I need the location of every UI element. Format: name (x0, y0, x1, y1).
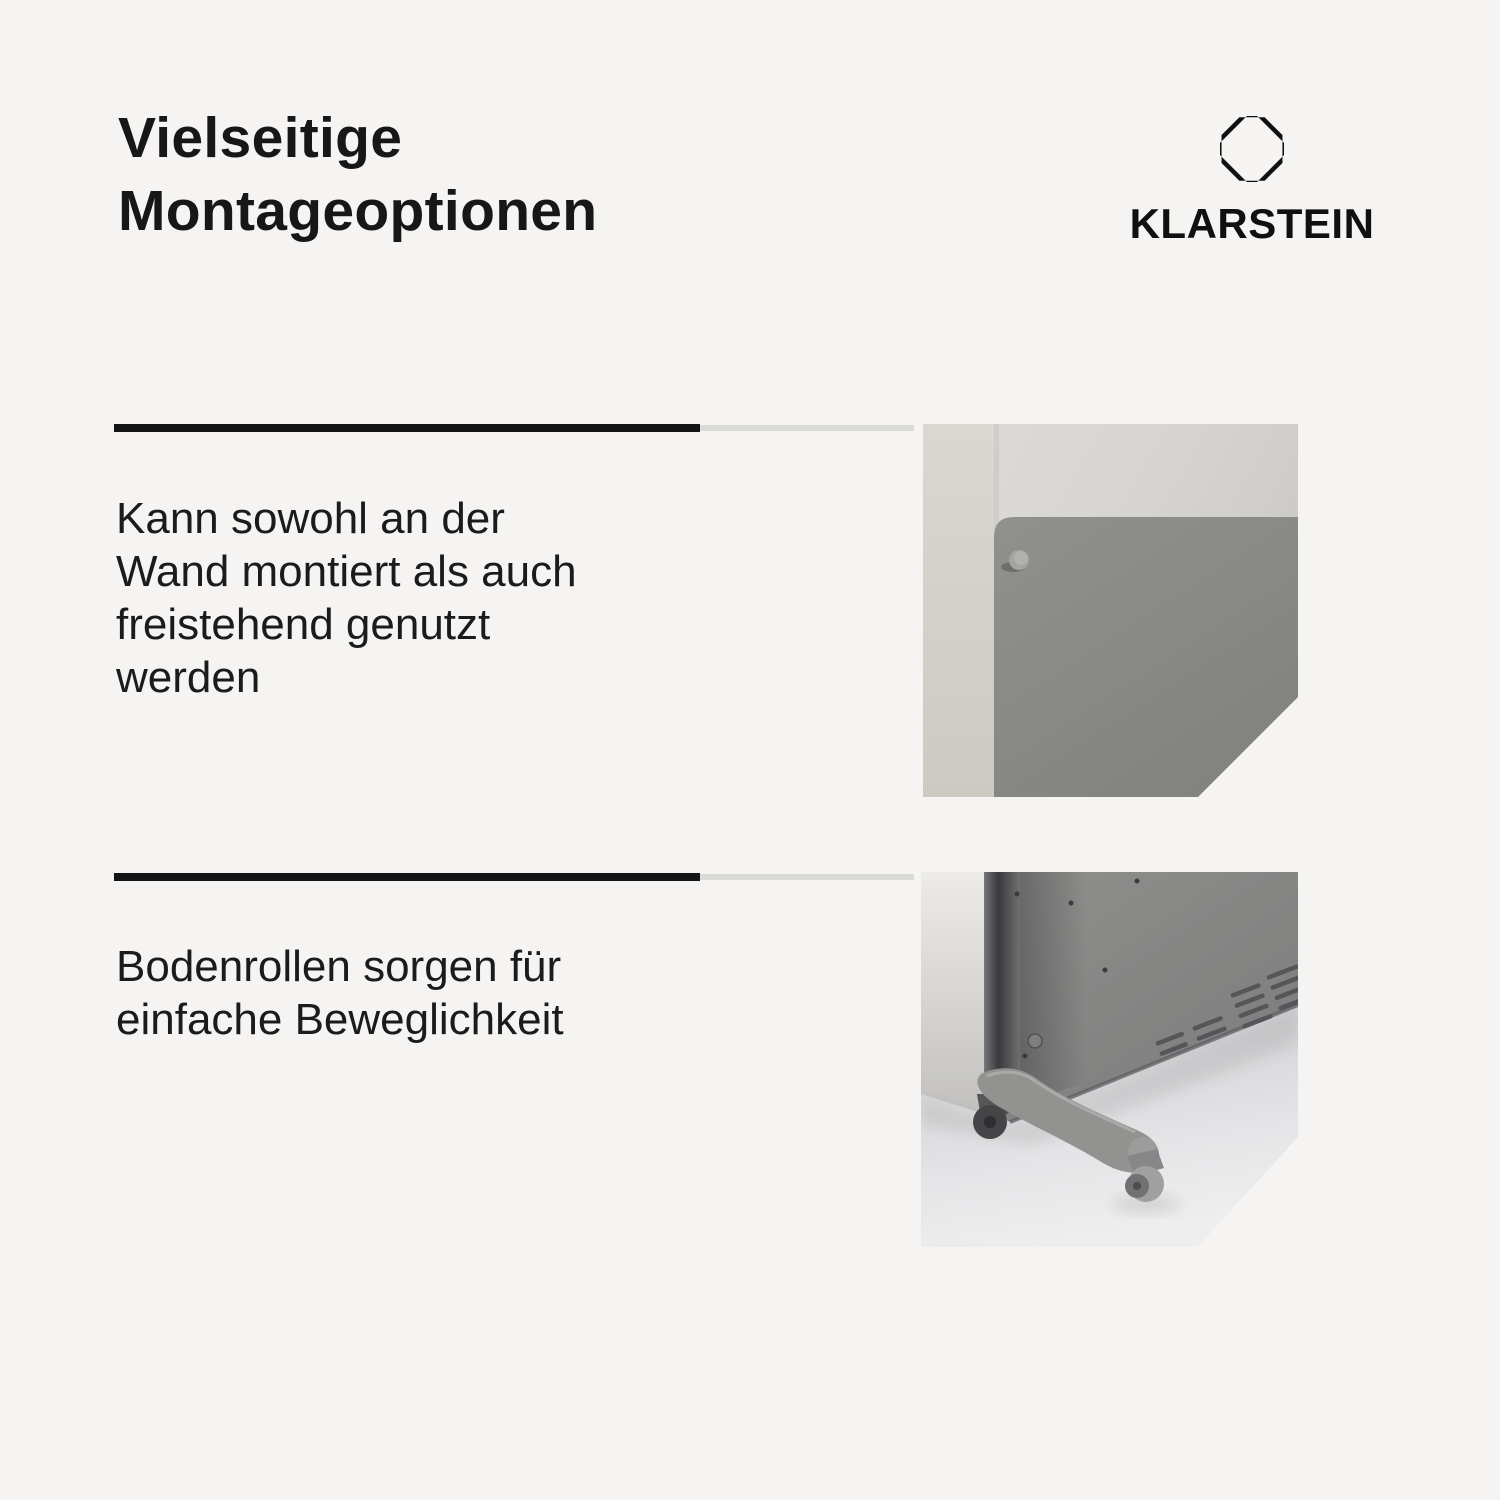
section2-text (116, 940, 564, 1046)
divider-gray-segment (700, 874, 914, 880)
section1-line1: Kann sowohl an der (116, 494, 505, 543)
page-title (118, 102, 597, 248)
front-caster-axle (1133, 1182, 1141, 1190)
section1-text (116, 492, 577, 704)
section1-line2: Wand montiert als auch (116, 547, 577, 596)
page-title-line2: Montageoptionen (118, 179, 598, 243)
brand-wordmark: KLARSTEIN (1129, 200, 1375, 247)
front-edge-shading (1020, 872, 1086, 1105)
divider-black-segment (114, 873, 700, 881)
cable-grommet (1028, 1034, 1042, 1048)
divider-gray-segment (700, 425, 914, 431)
rear-caster-hub (984, 1116, 996, 1128)
section1-line3: freistehend genutzt (116, 600, 491, 649)
mount-knob-head (1014, 551, 1028, 565)
heater-panel (994, 517, 1298, 797)
heater-panel-wall-corner-photo (923, 424, 1298, 797)
section2-line2: einfache Beweglichkeit (116, 995, 564, 1044)
backdrop-side (921, 872, 985, 1112)
brand-block (1102, 116, 1402, 248)
wall-side-plane (923, 424, 994, 797)
page-title-line1: Vielseitige (118, 106, 403, 170)
section2-divider (114, 873, 914, 881)
section2-line1: Bodenrollen sorgen für (116, 942, 562, 991)
klarstein-diamond-icon (1220, 116, 1284, 182)
section1-line4: werden (116, 653, 261, 702)
section1-divider (114, 424, 914, 432)
heater-base-casters-photo (921, 872, 1298, 1247)
divider-black-segment (114, 424, 700, 432)
